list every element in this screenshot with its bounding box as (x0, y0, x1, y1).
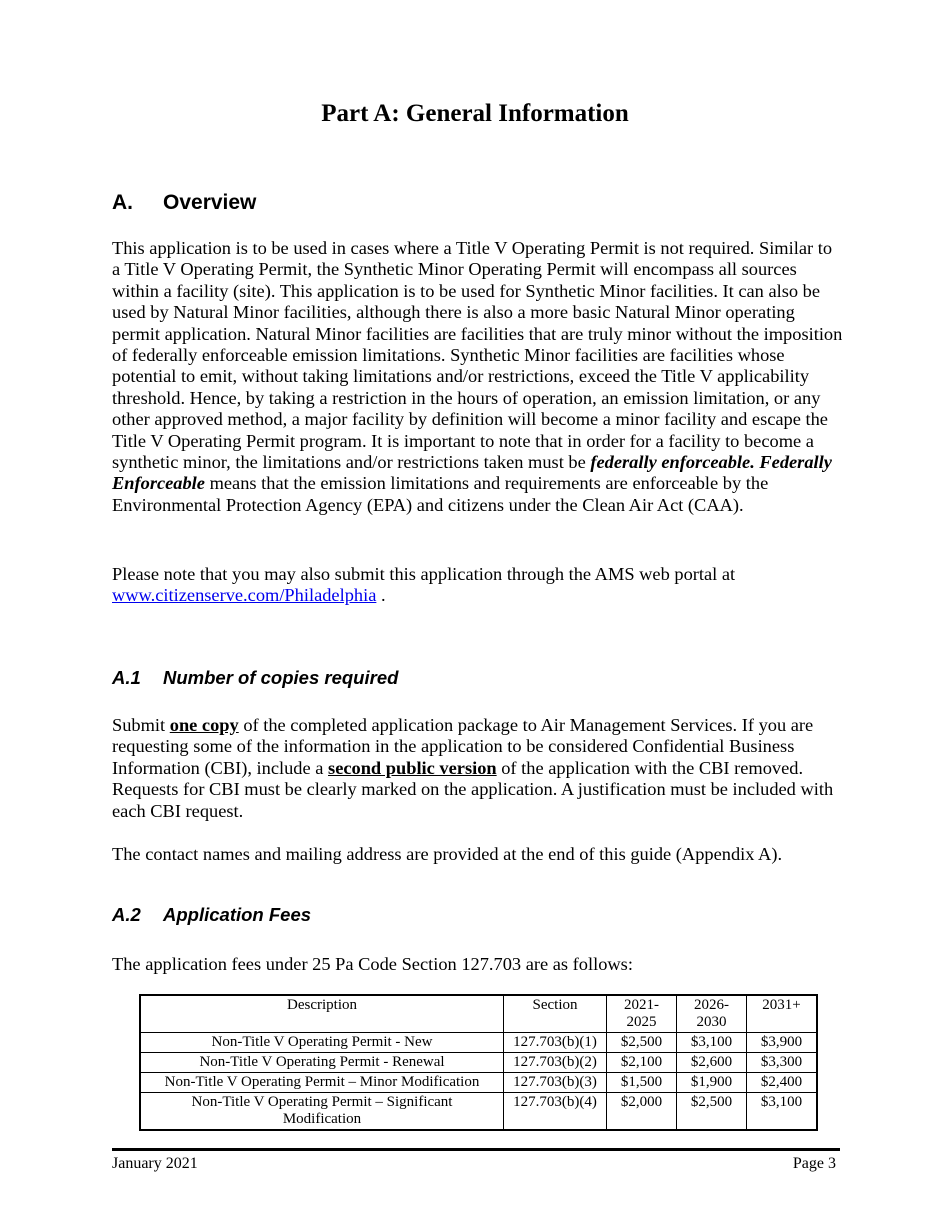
emphasis-text: second public version (328, 757, 497, 778)
cell: $1,900 (677, 1073, 747, 1093)
text: . (376, 585, 386, 606)
cell: $2,000 (607, 1093, 677, 1131)
fees-table (139, 994, 818, 1131)
cell: 127.703(b)(3) (504, 1073, 607, 1093)
section-heading-overview (112, 191, 256, 215)
cell: Non-Title V Operating Permit - New (140, 1033, 504, 1053)
footer-date: January 2021 (112, 1155, 198, 1172)
text: Submit (112, 715, 170, 735)
header-cell: Section (504, 995, 607, 1033)
footer-page-number: Page 3 (792, 1155, 836, 1172)
contact-paragraph: The contact names and mailing address are provided at the end of this guide (Appendix A). (112, 844, 783, 864)
cell: 127.703(b)(4) (504, 1093, 607, 1131)
cell: $3,100 (747, 1093, 818, 1131)
fees-intro: The application fees under 25 Pa Code Section 127.703 are as follows: (112, 954, 633, 974)
cell: $2,500 (677, 1093, 747, 1131)
table-row (140, 1053, 817, 1073)
overview-paragraph (112, 238, 844, 516)
portal-paragraph (112, 564, 844, 607)
section-number: A.1 (112, 667, 141, 688)
cell: 127.703(b)(2) (504, 1053, 607, 1073)
section-number: A.2 (112, 904, 141, 925)
section-number: A. (112, 191, 133, 214)
section-title: Overview (163, 191, 257, 214)
text: Please note that you may also submit this application through the AMS web portal at (112, 564, 736, 584)
cell: $2,500 (607, 1033, 677, 1053)
cell: $2,100 (607, 1053, 677, 1073)
cell: $3,900 (747, 1033, 818, 1053)
cell: $2,600 (677, 1053, 747, 1073)
table-row (140, 1033, 817, 1053)
page-title: Part A: General Information (321, 100, 629, 127)
text: of the completed application package to Air Management Services. If you are requesting some of the information in the application to be considered Confidential Business Information (CBI), include a (112, 715, 814, 778)
cell: $3,300 (747, 1053, 818, 1073)
section-heading-copies (112, 667, 398, 689)
section-title: Application Fees (163, 904, 312, 925)
cell: Non-Title V Operating Permit – Significant Modification (140, 1093, 504, 1131)
cell: $1,500 (607, 1073, 677, 1093)
table-row (140, 1073, 817, 1093)
header-cell: 2031+ (747, 995, 818, 1033)
text: of the application with the CBI removed. Requests for CBI must be clearly marked on the application. A justification must be included with each CBI request. (112, 757, 834, 821)
cell: Non-Title V Operating Permit - Renewal (140, 1053, 504, 1073)
cell: Non-Title V Operating Permit – Minor Modification (140, 1073, 504, 1093)
emphasis-text: one copy (169, 715, 239, 735)
table-header-row (140, 995, 817, 1033)
copies-paragraph (112, 715, 844, 822)
footer-divider (112, 1148, 840, 1151)
section-heading-fees (112, 904, 311, 926)
cell: 127.703(b)(1) (504, 1033, 607, 1053)
portal-link[interactable]: www.citizenserve.com/Philadelphia (112, 585, 377, 606)
text: means that the emission limitations and requirements are enforceable by the Environmental Protection Agency (EPA) and citizens under the Clean Air Act (CAA). (112, 473, 769, 515)
table-row (140, 1093, 817, 1131)
emphasis-text: federally enforceable. Federally Enforceable (112, 452, 832, 494)
header-cell: 2021- 2025 (607, 995, 677, 1033)
header-cell: 2026- 2030 (677, 995, 747, 1033)
cell: $3,100 (677, 1033, 747, 1053)
cell: $2,400 (747, 1073, 818, 1093)
section-title: Number of copies required (163, 667, 399, 688)
header-cell: Description (140, 995, 504, 1033)
text: This application is to be used in cases where a Title V Operating Permit is not required. Similar to a Title V Operating Permit, the Synthetic Minor Operating Permit will encompass all sources within a facility (site). This application is to be used for Synthetic Minor facilities. It can also be used by Natural Minor facilities, although there is also a more basic Natural Minor operating permit application. Natural Minor facilities are facilities that are truly minor without the imposition of federally enforceable emission limitations. Synthetic Minor facilities are facilities whose potential to emit, without taking limitations and/or restrictions, exceed the Title V applicability threshold. Hence, by taking a restriction in the hours of operation, an emission limitation, or any other approved method, a major facility by definition will become a minor facility and escape the Title V Operating Permit program. It is important to note that in order for a facility to become a synthetic minor, the limitations and/or restrictions taken must be (112, 238, 843, 473)
